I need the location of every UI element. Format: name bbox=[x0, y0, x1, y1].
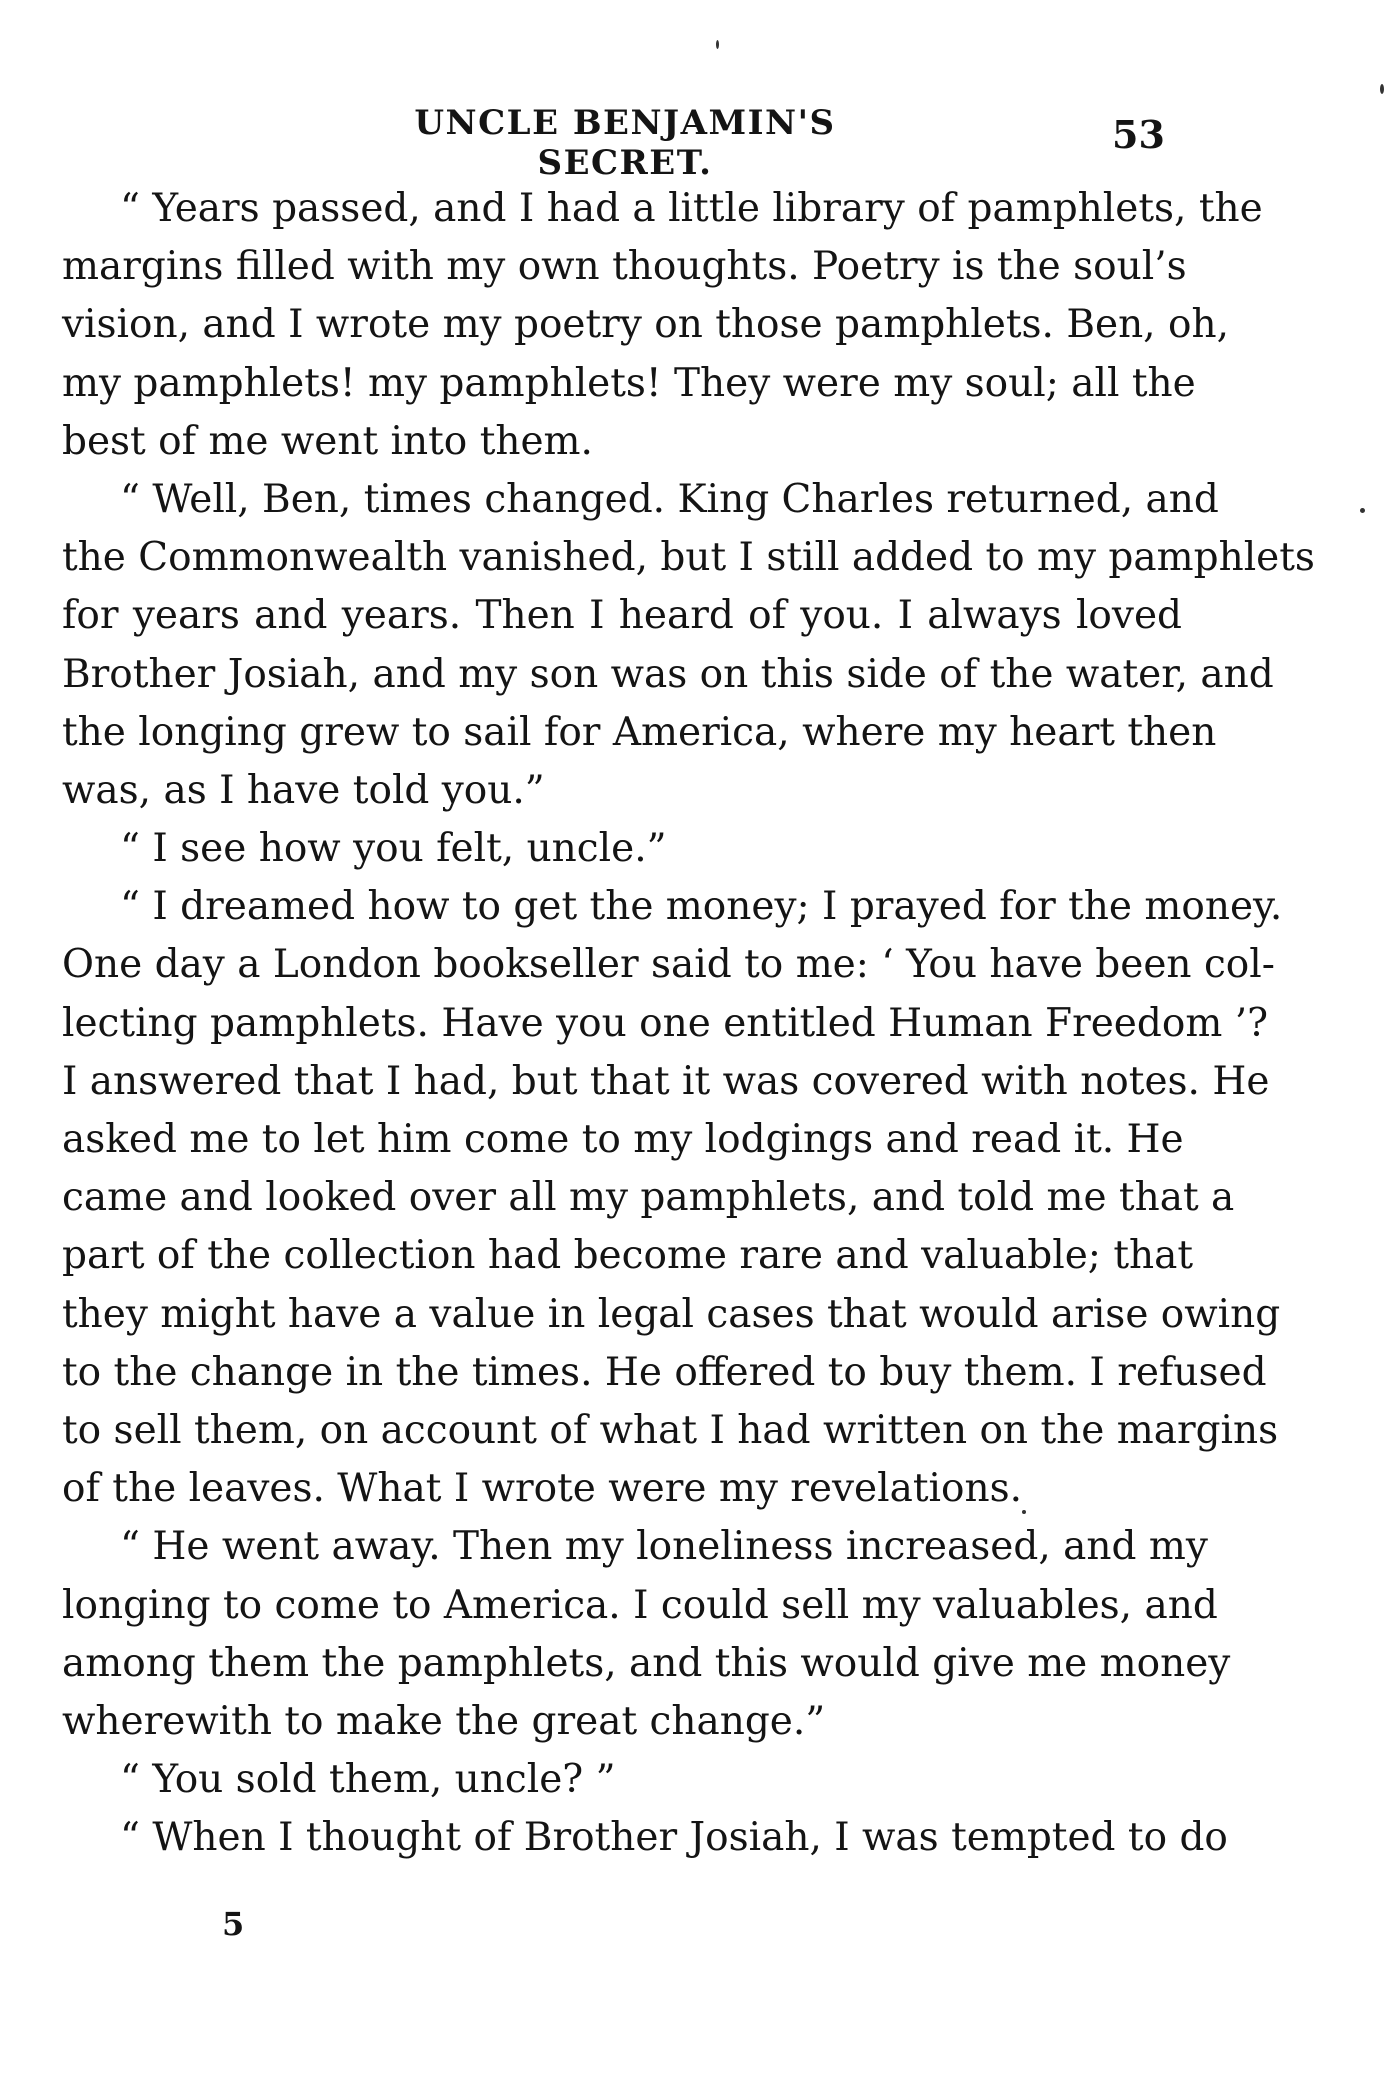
text-line: “ I dreamed how to get the money; I prayed for the money. bbox=[120, 884, 1283, 930]
text-line: my pamphlets! my pamphlets! They were my soul; all the bbox=[62, 360, 1196, 406]
text-line: came and looked over all my pamphlets, and told me that a bbox=[62, 1175, 1235, 1221]
text-line: was, as I have told you.” bbox=[62, 767, 545, 813]
text-line: lecting pamphlets. Have you one entitled Human Freedom ’? bbox=[62, 1000, 1269, 1046]
text-line: part of the collection had become rare and valuable; that bbox=[62, 1233, 1194, 1279]
print-speck bbox=[1380, 84, 1384, 94]
print-speck bbox=[1360, 508, 1365, 513]
signature-mark: 5 bbox=[222, 1905, 245, 1943]
running-header: UNCLE BENJAMIN'S SECRET. bbox=[414, 103, 836, 183]
page-number: 53 bbox=[1112, 112, 1165, 157]
text-line: asked me to let him come to my lodgings and read it. He bbox=[62, 1117, 1184, 1162]
text-line: “ Well, Ben, times changed. King Charles returned, and bbox=[120, 476, 1219, 522]
text-line: vision, and I wrote my poetry on those pamphlets. Ben, oh, bbox=[62, 302, 1229, 348]
text-line: best of me went into them. bbox=[62, 418, 593, 464]
text-line: “ I see how you felt, uncle.” bbox=[120, 826, 667, 872]
text-line: margins filled with my own thoughts. Poetry is the soul’s bbox=[62, 244, 1187, 290]
text-line: Brother Josiah, and my son was on this side of the water, and bbox=[62, 651, 1274, 697]
text-line: “ Years passed, and I had a little library of pamphlets, the bbox=[120, 186, 1263, 231]
print-speck bbox=[716, 40, 719, 49]
print-speck bbox=[1022, 1510, 1026, 1514]
text-line: among them the pamphlets, and this would give me money bbox=[62, 1640, 1231, 1686]
text-line: One day a London bookseller said to me: ‘ You have been col- bbox=[62, 942, 1275, 988]
text-line: “ You sold them, uncle? ” bbox=[120, 1757, 616, 1803]
text-line: for years and years. Then I heard of you. I always loved bbox=[62, 593, 1182, 639]
text-line: “ He went away. Then my loneliness increased, and my bbox=[120, 1524, 1208, 1570]
text-line: of the leaves. What I wrote were my revelations. bbox=[62, 1466, 1022, 1512]
text-line: wherewith to make the great change.” bbox=[62, 1698, 826, 1744]
text-line: longing to come to America. I could sell my valuables, and bbox=[62, 1582, 1218, 1628]
body-text bbox=[62, 180, 1315, 1867]
text-line: I answered that I had, but that it was covered with notes. He bbox=[62, 1058, 1270, 1104]
text-line: they might have a value in legal cases that would arise owing bbox=[62, 1291, 1281, 1337]
text-line: the longing grew to sail for America, where my heart then bbox=[62, 709, 1217, 755]
text-line: the Commonwealth vanished, but I still added to my pamphlets bbox=[62, 535, 1315, 581]
text-line: to the change in the times. He offered to buy them. I refused bbox=[62, 1349, 1267, 1395]
text-line: to sell them, on account of what I had written on the margins bbox=[62, 1407, 1279, 1453]
text-line: “ When I thought of Brother Josiah, I was tempted to do bbox=[120, 1815, 1228, 1861]
